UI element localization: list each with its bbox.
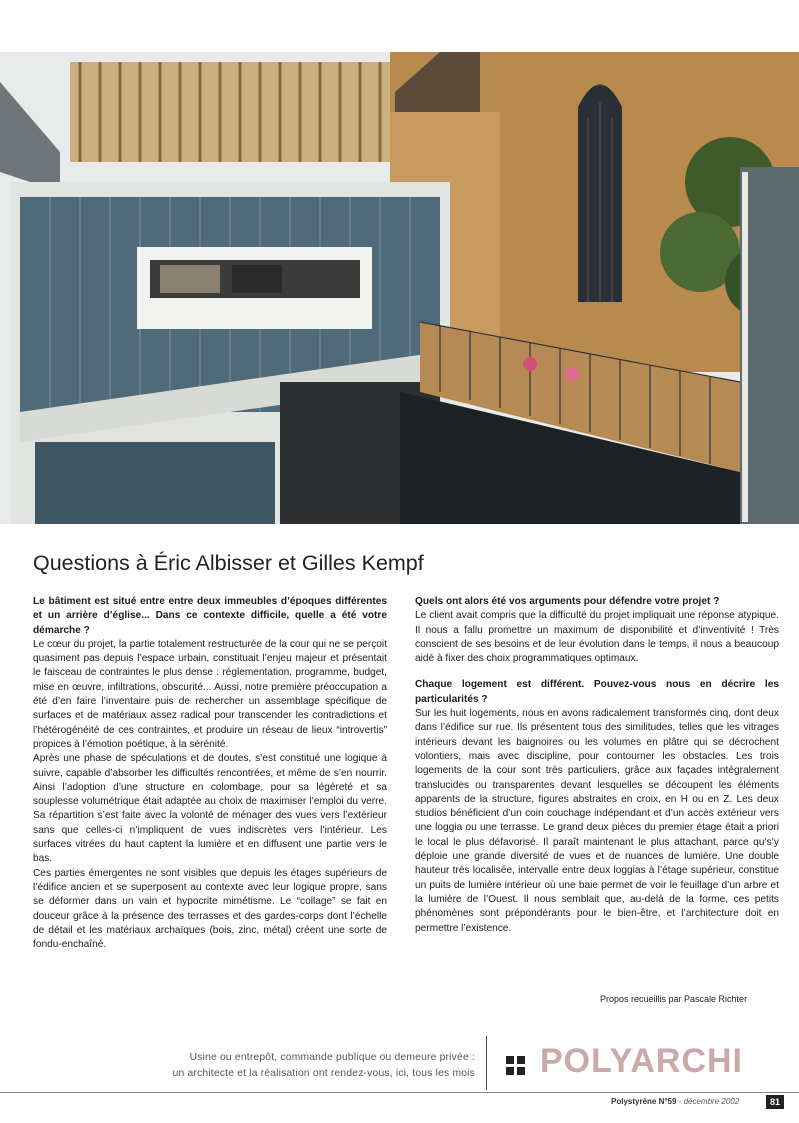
article-title: Questions à Éric Albisser et Gilles Kempf: [33, 551, 424, 575]
answer-paragraph: Sur les huit logements, nous en avons radicalement transformés cinq, dont deux dans l’édifice sur rue. Ils présentent tous des similitudes, telles que les vitrages intérieurs devant les baignoires ou les volumes en plâtre qui se décrochent volontiers, mais avec discipline, pour contourner les obstacles. Les trois logements de la cour sont très particuliers, grâce aux façades intégralement translucides ou transparentes devant lesquelles se découpent les éléments apparents de la structure, figures abstraites en croix, en H ou en Z. Les deux studios bénéficient d’un coin couchage indépendant et d’un accès extérieur vers une loggia ou une terrasse. Le grand deux pièces du premier étage était a priori le local le plus défavorisé. Il paraît maintenant le plus attachant, parce qu’s’y déploie une grande diversité de vues et de nuances de lumière. Une double hauteur très localisée, intervalle entre deux loggias à l’étage supérieur, constitue un puits de lumière intérieur où une baie permet de voir le feuillage d’un arbre et la lumière de l’Ouest. Il nous semblait que, au-delà de la forme, ces petits phénomènes sont prépondérants pour le bien-être, et l’architecture doit en permettre l’existence.: [415, 708, 779, 934]
left-column: [33, 595, 387, 952]
footer-tagline: [120, 1050, 475, 1082]
footer-divider: [486, 1036, 487, 1090]
page-number: 81: [766, 1095, 784, 1109]
answer-paragraph: Ces parties émergentes ne sont visibles que depuis les étages supérieurs de l’édifice ancien et se superposent au contexte avec leur logique propre, sans se déformer dans un vain et hypocrite mimétisme. Le “collage” se fait en douceur grâce à la présence des terrasses et des gardes-corps dont l’échelle de détail et les matériaux archaïques (bois, zinc, métal) créent une sorte de fondu-enchaîné.: [33, 867, 387, 951]
footer-rule-line: [0, 1092, 799, 1093]
right-column: [415, 595, 779, 936]
section-brand: POLYARCHI: [540, 1042, 743, 1080]
magazine-name: Polystyrène N°59: [611, 1097, 677, 1106]
four-squares-icon: [506, 1056, 525, 1075]
courtyard-photo: [0, 52, 799, 524]
question-context: Le bâtiment est situé entre entre deux immeubles d’époques différentes et un arrière d’église... Dans ce contexte difficile, quelle a été votre démarche ?: [33, 596, 387, 636]
answer-paragraph: Le cœur du projet, la partie totalement restructurée de la cour qui ne se perçoit quasiment pas depuis l’espace urbain, constituait l’enjeu majeur et présentait le faisceau de contraintes le plus dense : réglementation, programme, budget, mise en œuvre, infiltrations, obscurité... Aussi, notre première préoccupation a été d’en faire l’inventaire puis de rechercher un assemblage spécifique de surfaces et de matériaux assez radical pour transcender les contradictions et l’hétérogénéité de ces contraintes, et produire un réseau de lieux “introvertis” propices à l’émotion poétique, à la sérénité.: [33, 638, 387, 750]
interview-credit: Propos recueillis par Pascale Richter: [600, 994, 748, 1004]
answer-paragraph: Après une phase de spéculations et de doutes, s’est constitué une logique à suivre, capable d’absorber les difficultés rencontrées, et même de s’en nourrir. Ainsi l’adoption d’une structure en colombage, pour sa légèreté et sa souplesse volumétrique était adaptée au choix de maximiser l’emploi du verre. Sa répartition s’est faite avec la volonté de ménager des vues vers l’extérieur sans que celles-ci n’impliquent de vues indiscrètes vers l’intérieur. Les surfaces vitrées du haut captent la lumière et en diffusent une partie vers le bas.: [33, 753, 387, 865]
issue-info: [611, 1097, 739, 1106]
issue-date: - décembre 2002: [678, 1097, 740, 1106]
question-arguments: Quels ont alors été vos arguments pour défendre votre projet ?: [415, 596, 720, 607]
tagline-line: un architecte et la réalisation ont rendez-vous, ici, tous les mois: [172, 1068, 475, 1079]
answer-paragraph: Le client avait compris que la difficulté du projet impliquait une réponse atypique. Il nous a fallu promettre un maximum de disponibilité et d’inventivité ! Très conscient de ses besoins et de leur évolution dans le temps, il nous a beaucoup aidé à fixer des choix programmatiques optimaux.: [415, 610, 779, 665]
question-particularities: Chaque logement est différent. Pouvez-vous nous en décrire les particularités ?: [415, 679, 779, 705]
tagline-line: Usine ou entrepôt, commande publique ou demeure privée :: [189, 1052, 475, 1063]
